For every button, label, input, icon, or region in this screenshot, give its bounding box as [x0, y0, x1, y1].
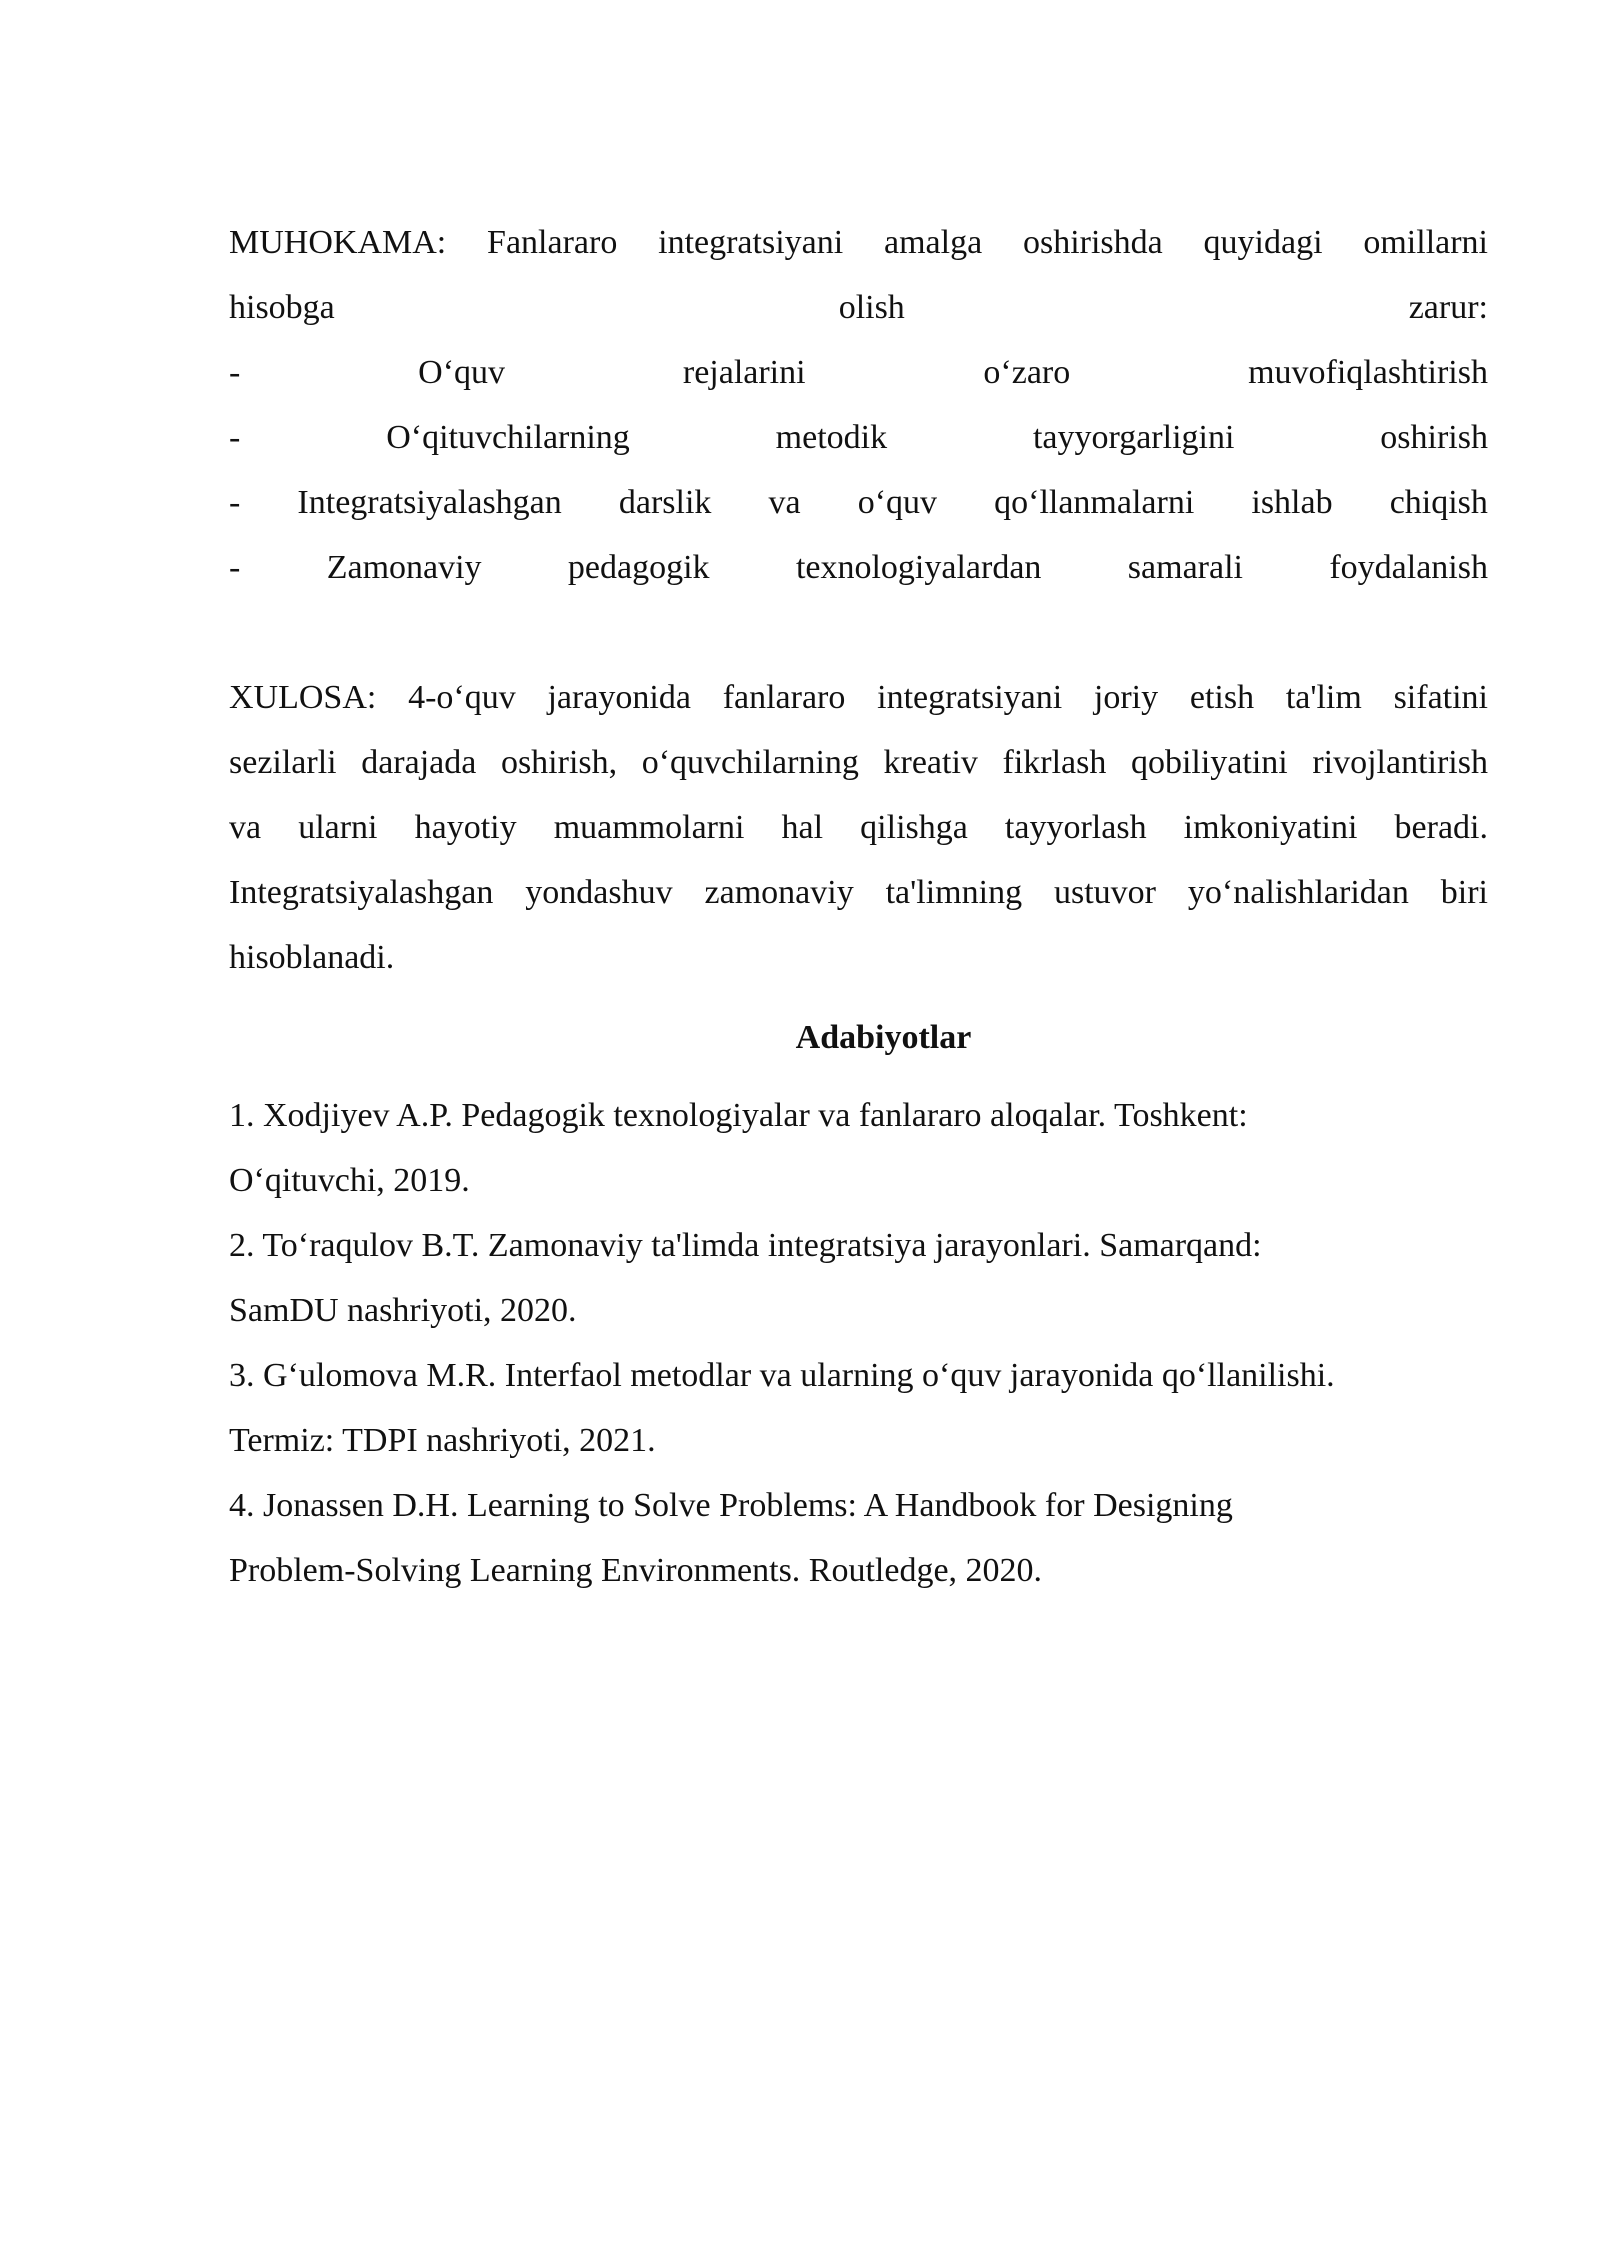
word: va: [768, 484, 801, 521]
word: ishlab: [1251, 484, 1333, 521]
word: zarur:: [1408, 289, 1488, 326]
conclusion-section: [229, 665, 1488, 990]
reference-line: Termiz: TDPI nashriyoti, 2021.: [229, 1422, 656, 1459]
word: muvofiqlashtirish: [1248, 354, 1488, 391]
discussion-intro-line: MUHOKAMA: Fanlararo integratsiyani amalga oshirishda quyidagi omillarni: [229, 224, 1488, 261]
word: foydalanish: [1329, 549, 1488, 586]
discussion-section: [229, 210, 1488, 600]
conclusion-line: XULOSA: 4-o‘quv jarayonida fanlararo integratsiyani joriy etish ta'lim sifatini: [229, 679, 1488, 716]
reference-line: 2. To‘raqulov B.T. Zamonaviy ta'limda integratsiya jarayonlari. Samarqand:: [229, 1227, 1262, 1264]
reference-line: 4. Jonassen D.H. Learning to Solve Problems: A Handbook for Designing: [229, 1487, 1233, 1524]
word: tayyorgarligini: [1032, 419, 1235, 456]
bullet-dash: -: [229, 419, 241, 456]
reference-line: Problem-Solving Learning Environments. Routledge, 2020.: [229, 1552, 1043, 1589]
word: qo‘llanmalarni: [994, 484, 1195, 521]
discussion-bullet-2: [229, 405, 1488, 470]
discussion-bullet-1: [229, 340, 1488, 405]
conclusion-line: hisoblanadi.: [229, 939, 395, 976]
word: pedagogik: [567, 549, 710, 586]
bullet-dash: -: [229, 354, 241, 391]
word: oshirish: [1380, 419, 1488, 456]
word: o‘zaro: [983, 354, 1071, 391]
reference-line: 3. G‘ulomova M.R. Interfaol metodlar va ularning o‘quv jarayonida qo‘llanilishi.: [229, 1357, 1335, 1394]
reference-line: SamDU nashriyoti, 2020.: [229, 1292, 577, 1329]
bullet-dash: -: [229, 484, 241, 521]
word: o‘quv: [857, 484, 938, 521]
conclusion-line: Integratsiyalashgan yondashuv zamonaviy ta'limning ustuvor yo‘nalishlaridan biri: [229, 874, 1488, 911]
word: rejalarini: [682, 354, 806, 391]
word: olish: [838, 289, 905, 326]
word: chiqish: [1389, 484, 1488, 521]
word: Zamonaviy: [326, 549, 482, 586]
reference-line: 1. Xodjiyev A.P. Pedagogik texnologiyalar va fanlararo aloqalar. Toshkent:: [229, 1097, 1248, 1134]
discussion-intro-line-2: [229, 275, 1488, 340]
word: metodik: [775, 419, 888, 456]
word: hisobga: [229, 289, 335, 326]
reference-line: O‘qituvchi, 2019.: [229, 1162, 470, 1199]
word: Integratsiyalashgan: [297, 484, 562, 521]
word: samarali: [1127, 549, 1243, 586]
conclusion-line: sezilarli darajada oshirish, o‘quvchilarning kreativ fikrlash qobiliyatini rivojlantirish: [229, 744, 1488, 781]
bullet-dash: -: [229, 549, 241, 586]
discussion-bullet-4: [229, 535, 1488, 600]
conclusion-line: va ularni hayotiy muammolarni hal qilishga tayyorlash imkoniyatini beradi.: [229, 809, 1488, 846]
word: darslik: [618, 484, 712, 521]
discussion-bullet-3: [229, 470, 1488, 535]
word: O‘quv: [418, 354, 506, 391]
word: O‘qituvchilarning: [386, 419, 630, 456]
references-list: [229, 1083, 1488, 1603]
references-heading: Adabiyotlar: [795, 1019, 972, 1056]
document-page: [229, 210, 1488, 1603]
word: texnologiyalardan: [795, 549, 1042, 586]
